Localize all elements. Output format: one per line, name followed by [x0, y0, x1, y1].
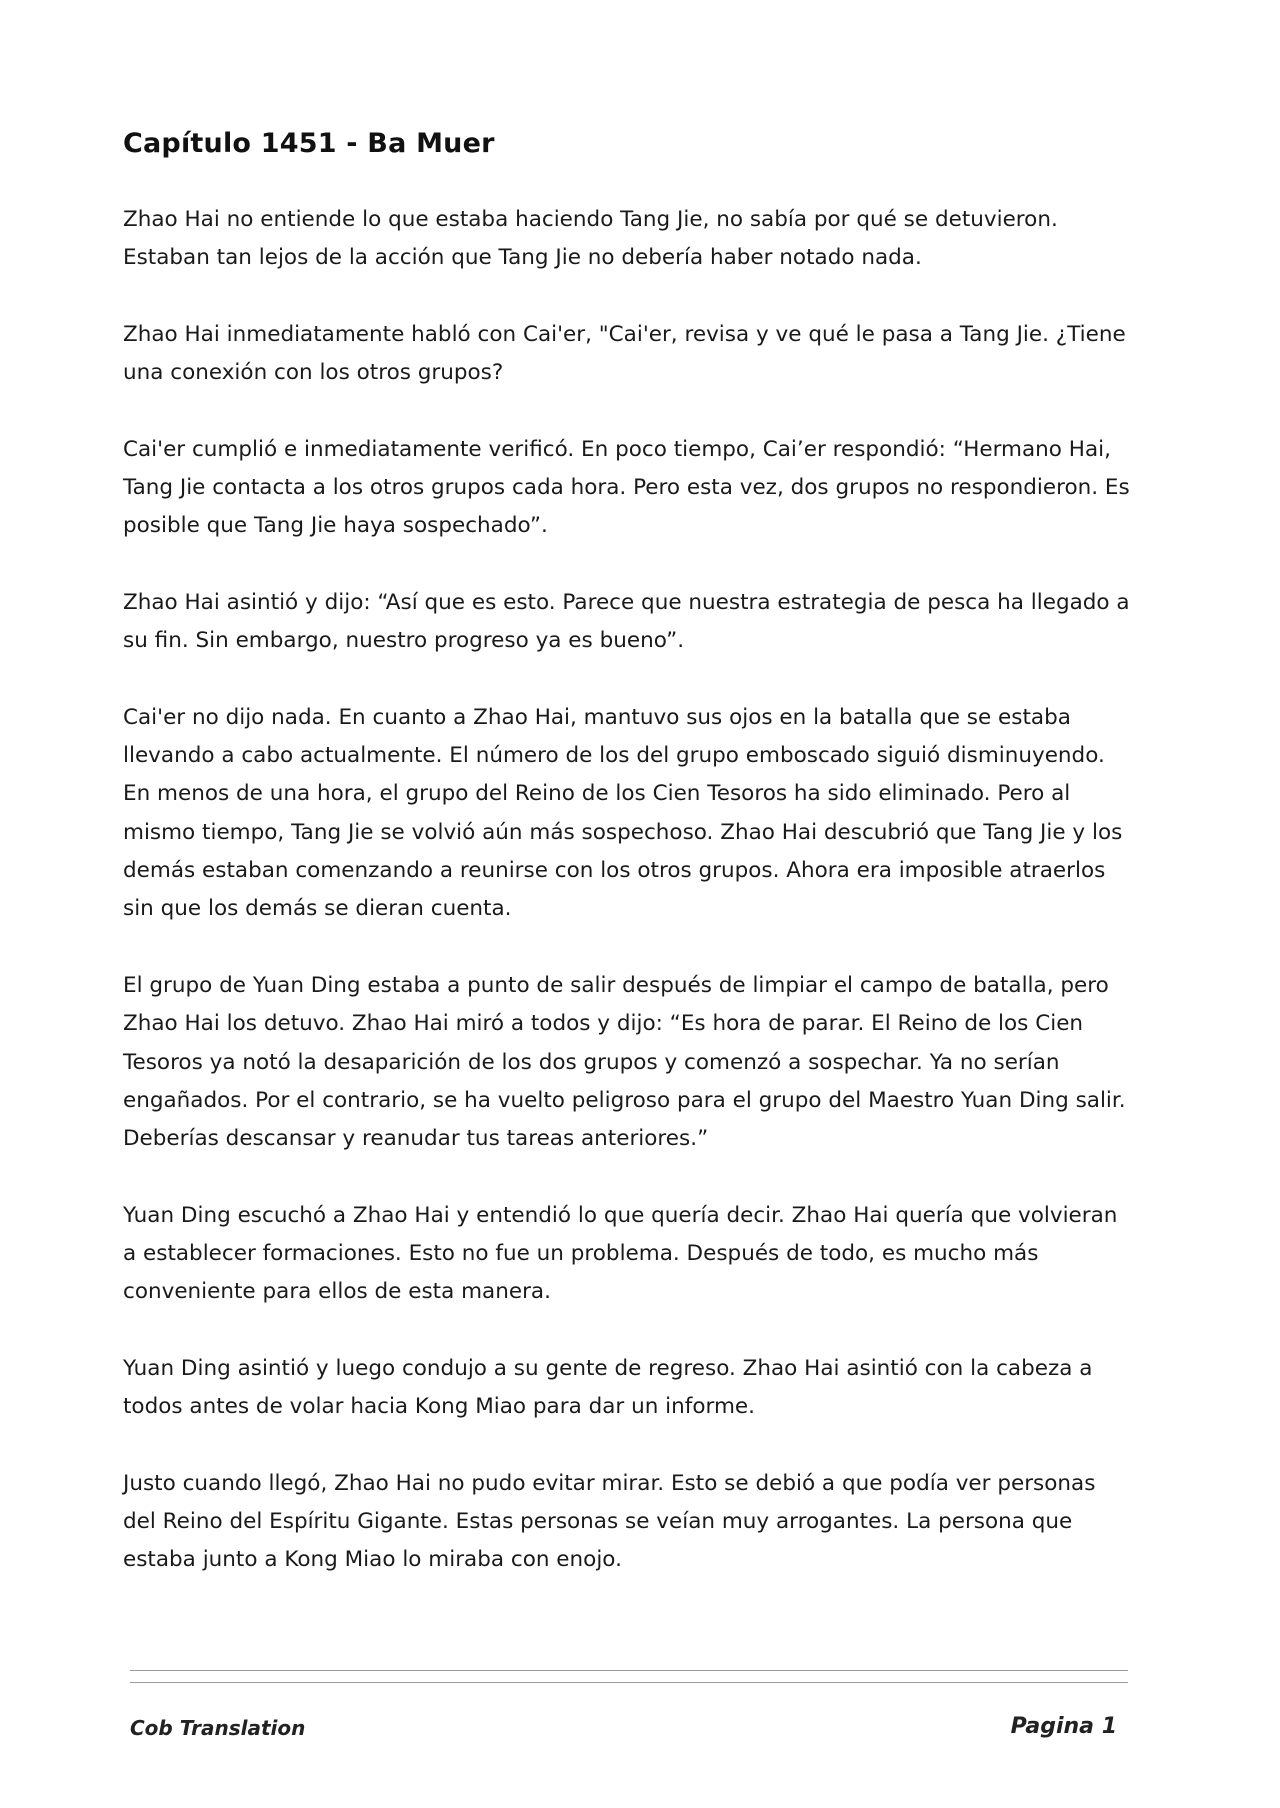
- footer-divider-top: [130, 1670, 1128, 1671]
- footer-page-number: Pagina 1: [1010, 1714, 1117, 1739]
- paragraph-2: Zhao Hai inmediatamente habló con Cai'er, "Cai'er, revisa y ve qué le pasa a Tang Jie. ¿Tiene una conexión con los otros grupos?: [123, 321, 1126, 386]
- paragraph-5: Cai'er no dijo nada. En cuanto a Zhao Hai, mantuvo sus ojos en la batalla que se estaba llevando a cabo actualmente. El número de los del grupo emboscado siguió disminuyendo. En menos de una hora, el grupo del Reino de los Cien Tesoros ha sido eliminado. Pero al mismo tiempo, Tang Jie se volvió aún más sospechoso. Zhao Hai descubrió que Tang Jie y los demás estaban comenzando a reunirse con los otros grupos. Ahora era imposible atraerlos sin que los demás se dieran cuenta.: [123, 704, 1123, 922]
- chapter-title: Capítulo 1451 - Ba Muer: [123, 128, 495, 159]
- chapter-body: [123, 201, 1133, 1618]
- paragraph-7: Yuan Ding escuchó a Zhao Hai y entendió lo que quería decir. Zhao Hai quería que volvieran a establecer formaciones. Esto no fue un problema. Después de todo, es mucho más conveniente para ellos de esta manera.: [123, 1202, 1118, 1305]
- paragraph-8: Yuan Ding asintió y luego condujo a su gente de regreso. Zhao Hai asintió con la cabeza a todos antes de volar hacia Kong Miao para dar un informe.: [123, 1355, 1093, 1420]
- footer-translator-credit: Cob Translation: [130, 1716, 306, 1740]
- paragraph-4: Zhao Hai asintió y dijo: “Así que es esto. Parece que nuestra estrategia de pesca ha llegado a su fin. Sin embargo, nuestro progreso ya es bueno”.: [123, 589, 1130, 654]
- paragraph-6: El grupo de Yuan Ding estaba a punto de salir después de limpiar el campo de batalla, pero Zhao Hai los detuvo. Zhao Hai miró a todos y dijo: “Es hora de parar. El Reino de los Cien Tesoros ya notó la desaparición de los dos grupos y comenzó a sospechar. Ya no serían engañados. Por el contrario, se ha vuelto peligroso para el grupo del Maestro Yuan Ding salir. Deberías descansar y reanudar tus tareas anteriores.”: [123, 972, 1126, 1152]
- paragraph-1: Zhao Hai no entiende lo que estaba haciendo Tang Jie, no sabía por qué se detuvieron. Estaban tan lejos de la acción que Tang Jie no debería haber notado nada.: [123, 207, 1058, 271]
- paragraph-9: Justo cuando llegó, Zhao Hai no pudo evitar mirar. Esto se debió a que podía ver personas del Reino del Espíritu Gigante. Estas personas se veían muy arrogantes. La persona que estaba junto a Kong Miao lo miraba con enojo.: [123, 1470, 1096, 1573]
- paragraph-3: Cai'er cumplió e inmediatamente verificó. En poco tiempo, Cai’er respondió: “Hermano Hai, Tang Jie contacta a los otros grupos cada hora. Pero esta vez, dos grupos no respondieron. Es posible que Tang Jie haya sospechado”.: [123, 436, 1130, 539]
- footer-divider-bottom: [130, 1682, 1128, 1683]
